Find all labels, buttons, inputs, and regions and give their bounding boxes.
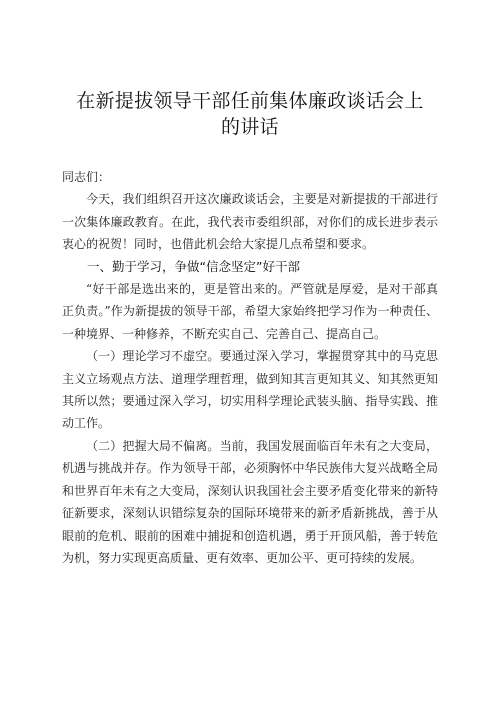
document-title: 在新提拔领导干部任前集体廉政谈话会上的讲话 <box>76 90 424 138</box>
section-heading: 一、勤于学习，争做“信念坚定”好干部 <box>87 258 300 274</box>
document-body <box>62 166 438 569</box>
paragraph: （二）把握大局不偏离。当前，我国发展面临百年未有之大变局，机遇与挑战并存。作为领导干部，必须胸怀中华民族伟大复兴战略全局和世界百年未有之大变局，深刻认识我国社会主要矛盾变化带来的新特征新要求，深刻认识错综复杂的国际环境带来的新矛盾新挑战，善于从眼前的危机、眼前的困难中捕捉和创造机遇，勇于开顶风船，善于转危为机，努力实现更高质量、更有效率、更加公平、更可持续的发展。 <box>62 438 438 565</box>
paragraph: （一）理论学习不虚空。要通过深入学习，掌握贯穿其中的马克思主义立场观点方法、道理学理哲理，做到知其言更知其义、知其然更知其所以然；要通过深入学习，切实用科学理论武装头脑、指导实践、推动工作。 <box>62 349 438 431</box>
salutation: 同志们： <box>62 170 111 184</box>
paragraph: “好干部是选出来的，更是管出来的。严管就是厚爱，是对干部真正负责。”作为新提拔的领导干部，希望大家始终把学习作为一种责任、一种境界、一种修养，不断充实自己、完善自己、提高自己。 <box>62 282 438 341</box>
intro-paragraph: 今天，我们组织召开这次廉政谈话会，主要是对新提拔的干部进行一次集体廉政教育。在此，我代表市委组织部，对你们的成长进步表示衷心的祝贺！同时，也借此机会给大家提几点希望和要求。 <box>62 192 438 252</box>
